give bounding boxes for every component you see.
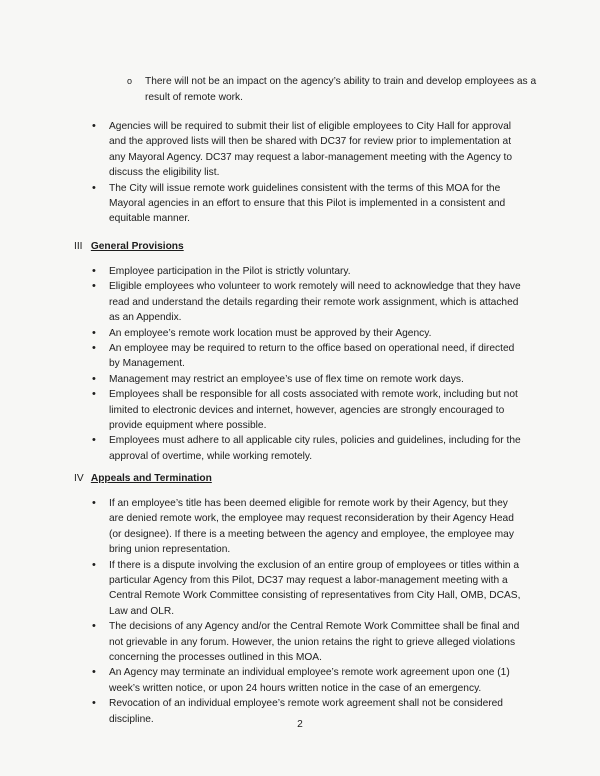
page-number: 2 (297, 719, 303, 730)
list-item: • Revocation of an individual employee’s remote work agreement shall not be considered discipline. (92, 696, 522, 727)
list-item: • An Agency may terminate an individual employee’s remote work agreement upon one (1) week’s written notice, or upon 24 hours written notice in the case of an emergency. (92, 665, 522, 696)
general-provisions-list (92, 264, 522, 464)
list-item: • The City will issue remote work guidelines consistent with the terms of this MOA for the Mayoral agencies in an effort to ensure that this Pilot is implemented in a consistent and equitable manner. (92, 181, 522, 227)
list-item: • An employee may be required to return to the office based on operational need, if directed by Management. (92, 341, 522, 372)
section-title: Appeals and Termination (90, 473, 212, 484)
section-heading-general-provisions (74, 240, 184, 254)
intro-bullet-list (92, 119, 522, 227)
section-number: III (74, 241, 83, 252)
list-item: • An employee’s remote work location must be approved by their Agency. (92, 326, 522, 341)
list-item: • If there is a dispute involving the exclusion of an entire group of employees or titles within a particular Agency from this Pilot, DC37 may request a labor-management meeting with a Central Remote Work Committee consisting of representatives from City Hall, OMB, DCAS, Law and OLR. (92, 558, 522, 620)
list-item: • Employees must adhere to all applicable city rules, policies and guidelines, including for the approval of overtime, while working remotely. (92, 433, 522, 464)
section-title: General Provisions (90, 241, 184, 252)
sub-bullet-item (127, 74, 547, 105)
list-item: • Management may restrict an employee’s use of flex time on remote work days. (92, 372, 522, 387)
hollow-circle-bullet: o (127, 76, 133, 86)
list-item: • Eligible employees who volunteer to work remotely will need to acknowledge that they have read and understand the details regarding their remote work assignment, which is attached as an Appendix. (92, 279, 522, 325)
list-item: • Employee participation in the Pilot is strictly voluntary. (92, 264, 522, 279)
sub-bullet-text: There will not be an impact on the agency’s ability to train and develop employees as a result of remote work. (145, 76, 537, 103)
list-item: • If an employee’s title has been deemed eligible for remote work by their Agency, but they are denied remote work, the employee may request reconsideration by their Agency Head (or designee). If there is a meeting between the agency and employee, the employee may bring union representation. (92, 496, 522, 558)
list-item: • Agencies will be required to submit their list of eligible employees to City Hall for approval and the approved lists will then be shared with DC37 for review prior to implementation at any Mayoral Agency. DC37 may request a labor-management meeting with the Agency to discuss the eligibility list. (92, 119, 522, 181)
list-item: • Employees shall be responsible for all costs associated with remote work, including but not limited to electronic devices and internet, however, agencies are strongly encouraged to provide equipment where possible. (92, 387, 522, 433)
list-item: • The decisions of any Agency and/or the Central Remote Work Committee shall be final and not grievable in any forum. However, the union retains the right to grieve alleged violations concerning the processes outlined in this MOA. (92, 619, 522, 665)
section-heading-appeals-and-termination (74, 472, 212, 486)
appeals-termination-list (92, 496, 522, 727)
section-number: IV (74, 473, 84, 484)
